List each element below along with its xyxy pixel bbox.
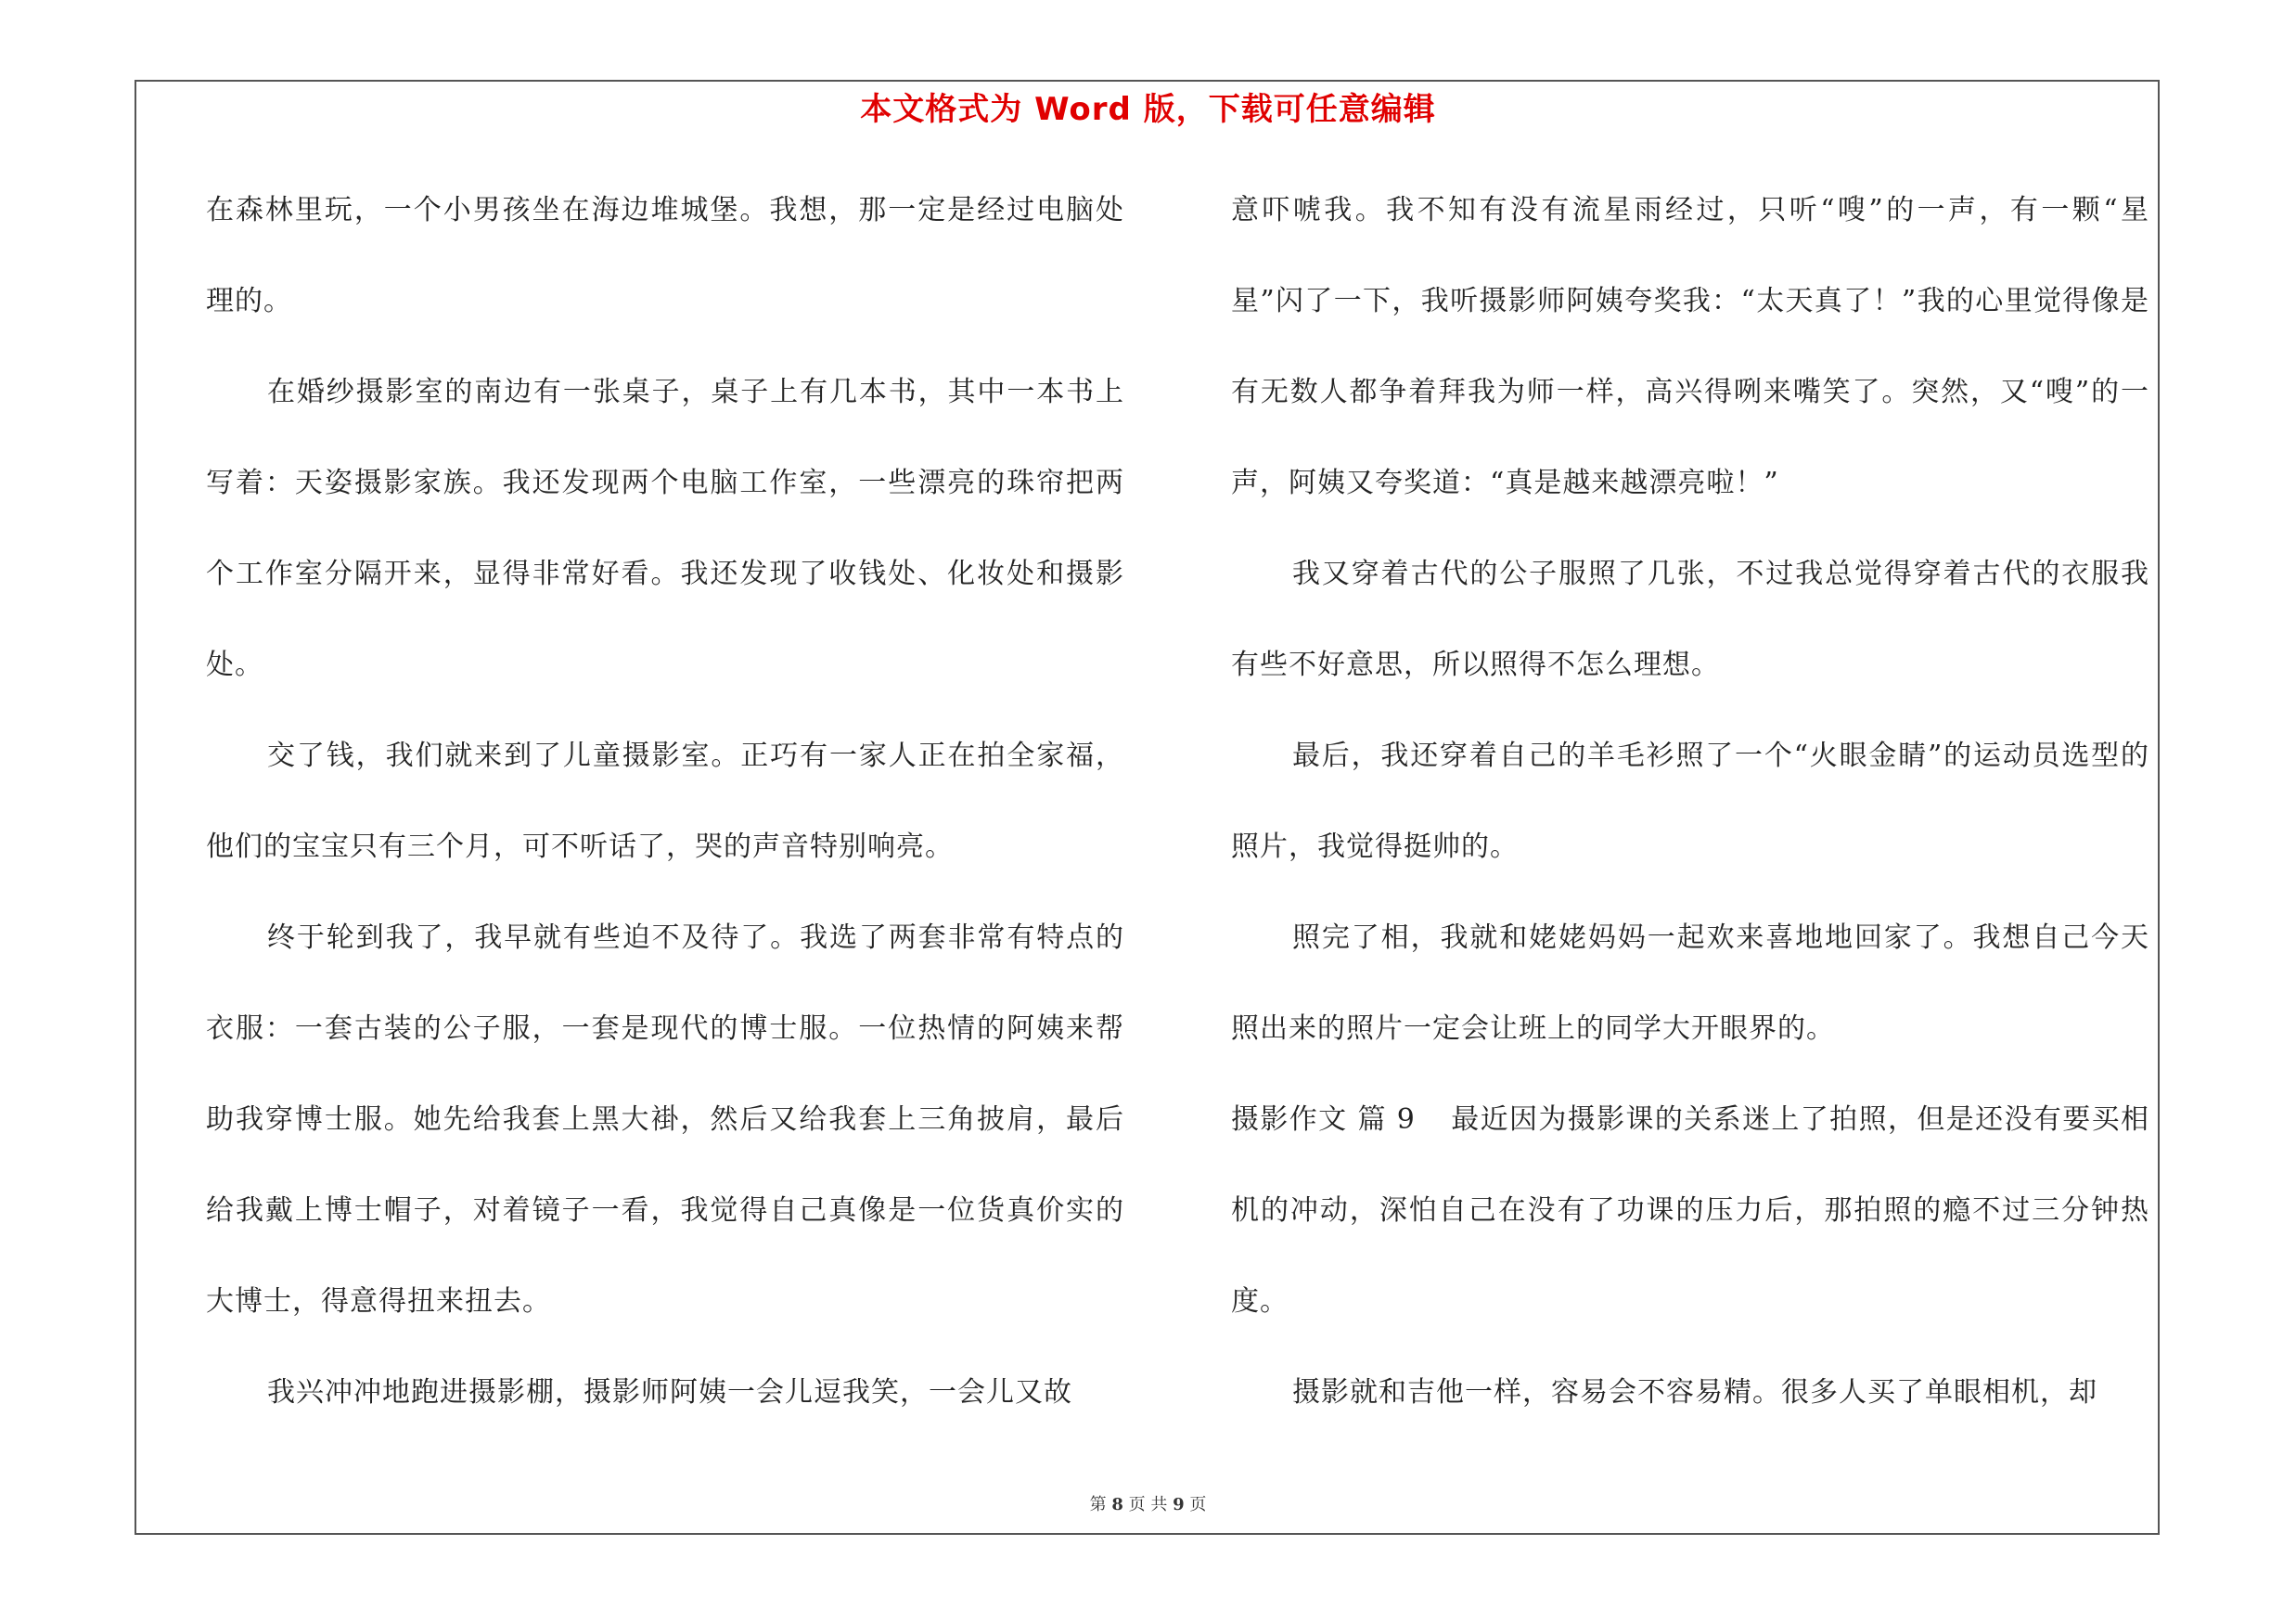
- total-pages-number: 9: [1173, 1495, 1185, 1514]
- paragraph: 照完了相，我就和姥姥妈妈一起欢来喜地地回家了。我想自己今天照出来的照片一定会让班上的同学大开眼界的。: [1231, 921, 2149, 1045]
- header-banner: 本文格式为 Word 版，下载可任意编辑: [860, 91, 1436, 128]
- section-text: 最近因为摄影课的关系迷上了拍照，但是还没有要买相机的冲动，深怕自己在没有了功课的压力后，那拍照的瘾不过三分钟热度。: [1231, 1103, 2150, 1318]
- paragraph: 我兴冲冲地跑进摄影棚，摄影师阿姨一会儿逗我笑，一会儿又故: [267, 1376, 1072, 1409]
- right-column: [1231, 165, 2149, 1438]
- paragraph: 终于轮到我了，我早就有些迫不及待了。我选了两套非常有特点的衣服：一套古装的公子服，一套是现代的博士服。一位热情的阿姨来帮助我穿博士服。她先给我套上黑大褂，然后又给我套上三角披肩，最后给我戴上博士帽子，对着镜子一看，我觉得自己真像是一位货真价实的大博士，得意得扭来扭去。: [206, 921, 1124, 1318]
- paragraph: 最后，我还穿着自己的羊毛衫照了一个“火眼金睛”的运动员选型的照片，我觉得挺帅的。: [1231, 740, 2149, 863]
- section-title: 摄影作文 篇 9: [1231, 1103, 1416, 1136]
- paragraph: 交了钱，我们就来到了儿童摄影室。正巧有一家人正在拍全家福，他们的宝宝只有三个月，可不听话了，哭的声音特别响亮。: [206, 740, 1124, 863]
- paragraph: 在森林里玩，一个小男孩坐在海边堆城堡。我想，那一定是经过电脑处理的。: [206, 194, 1124, 317]
- footer-middle: 页 共: [1128, 1495, 1168, 1514]
- footer-prefix: 第: [1089, 1495, 1107, 1514]
- page-footer: [0, 1494, 2296, 1516]
- paragraph: 我又穿着古代的公子服照了几张，不过我总觉得穿着古代的衣服我有些不好意思，所以照得不怎么理想。: [1231, 558, 2149, 681]
- current-page-number: 8: [1111, 1495, 1123, 1514]
- footer-suffix: 页: [1189, 1495, 1207, 1514]
- section-paragraph: [1231, 1075, 2149, 1347]
- paragraph: 意吓唬我。我不知有没有流星雨经过，只听“嗖”的一声，有一颗“星星”闪了一下，我听摄影师阿姨夸奖我：“太天真了！”我的心里觉得像是有无数人都争着拜我为师一样，高兴得咧来嘴笑了。突然，又“嗖”的一声，阿姨又夸奖道：“真是越来越漂亮啦！”: [1231, 194, 2149, 499]
- paragraph: 摄影就和吉他一样，容易会不容易精。很多人买了单眼相机，却: [1292, 1376, 2097, 1409]
- paragraph: 在婚纱摄影室的南边有一张桌子，桌子上有几本书，其中一本书上写着：天姿摄影家族。我还发现两个电脑工作室，一些漂亮的珠帘把两个工作室分隔开来，显得非常好看。我还发现了收钱处、化妆处和摄影处。: [206, 376, 1124, 681]
- left-column: [206, 165, 1124, 1438]
